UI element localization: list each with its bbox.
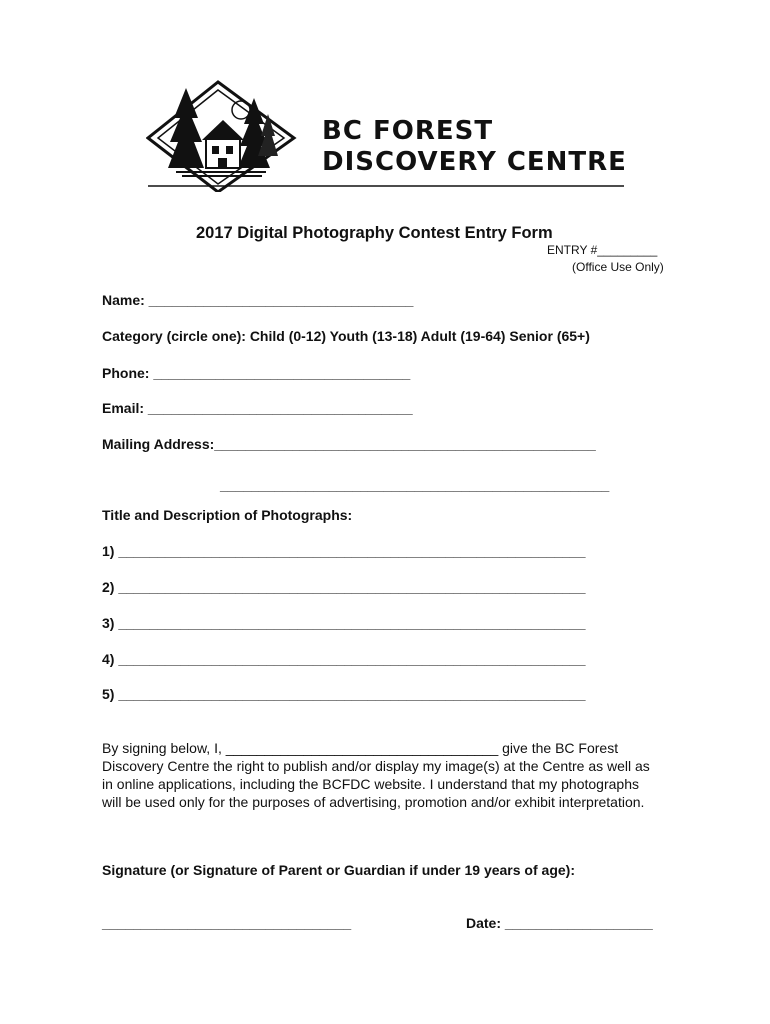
org-name-line1: BC FOREST — [322, 116, 494, 146]
org-name-line2: DISCOVERY CENTRE — [322, 147, 627, 177]
photo-entry-4[interactable]: 4) ____________________________________________________________ — [102, 651, 586, 667]
consent-paragraph: By signing below, I, ___________________________________ give the BC Forest Discovery Centre the right to publish and/or display my image(s) at the Centre as well as in online applications, including the BCFDC website. I understand that my photographs will be used only for the purposes of advertising, promotion and/or exhibit interpretation. — [102, 740, 650, 810]
category-field[interactable]: Category (circle one): Child (0-12) Youth (13-18) Adult (19-64) Senior (65+) — [102, 328, 590, 344]
office-use-note: (Office Use Only) — [572, 260, 664, 274]
photo-entry-1[interactable]: 1) ____________________________________________________________ — [102, 543, 586, 559]
date-field[interactable]: Date: ___________________ — [466, 915, 653, 931]
signature-line[interactable]: ________________________________ — [102, 915, 352, 931]
form-title: 2017 Digital Photography Contest Entry Form — [196, 224, 553, 242]
name-field[interactable]: Name: __________________________________ — [102, 292, 414, 308]
photo-entry-3[interactable]: 3) ____________________________________________________________ — [102, 615, 586, 631]
entry-number-field: ENTRY #_________ — [547, 243, 658, 257]
email-field[interactable]: Email: __________________________________ — [102, 400, 413, 416]
mailing-address-line2[interactable]: __________________________________________________ — [220, 477, 610, 493]
signature-heading: Signature (or Signature of Parent or Guardian if under 19 years of age): — [102, 862, 575, 878]
photo-entry-2[interactable]: 2) ____________________________________________________________ — [102, 579, 586, 595]
mailing-address-field[interactable]: Mailing Address:_________________________________________________ — [102, 436, 596, 452]
photos-heading: Title and Description of Photographs: — [102, 507, 353, 523]
phone-field[interactable]: Phone: _________________________________ — [102, 365, 411, 381]
photo-entry-5[interactable]: 5) ____________________________________________________________ — [102, 686, 586, 702]
